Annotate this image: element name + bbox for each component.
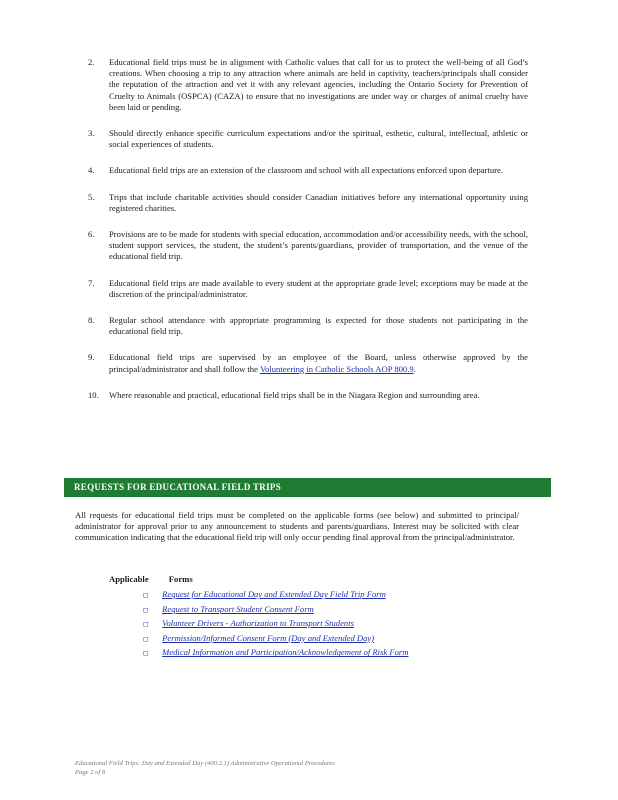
guideline-item <box>88 229 528 263</box>
bullet-icon: ◻ <box>143 591 149 599</box>
form-link[interactable]: Request to Transport Student Consent Form <box>162 603 314 614</box>
guideline-item <box>88 352 528 374</box>
forms-header <box>109 574 211 584</box>
guideline-number: 5. <box>88 191 95 202</box>
guideline-item <box>88 192 528 214</box>
bullet-icon: ◻ <box>143 649 149 658</box>
bullet-icon: ◻ <box>143 634 149 643</box>
form-item <box>143 603 408 618</box>
forms-header-applicable: Applicable <box>109 574 149 584</box>
guideline-item <box>88 390 528 401</box>
guideline-text: Regular school attendance with appropriate programming is expected for those students not participating in the educational field trip. <box>109 315 528 337</box>
form-item <box>143 632 408 647</box>
guideline-item <box>88 278 528 300</box>
guideline-item <box>88 165 528 176</box>
guideline-text: Educational field trips must be in alignment with Catholic values that call for us to protect the well-being of all God’s creations. When choosing a trip to any attraction where animals are held in captivity, teachers/principals shall consider the reputation of the attraction and vet it with any relevant agencies, including the Ontario Society for Prevention of Cruelty to Animals (OSPCA) (CAZA) to ensure that no investigations are under way or charges of animal cruelty have been laid or pending. <box>109 57 528 112</box>
form-link[interactable]: Request for Educational Day and Extended Day Field Trip Form <box>162 589 386 599</box>
guideline-text-end: . <box>413 363 416 374</box>
form-link[interactable]: Volunteer Drivers - Authorization to Transport Students <box>162 618 354 629</box>
guideline-number: 7. <box>88 277 95 288</box>
guideline-number: 3. <box>88 128 95 139</box>
guideline-number: 2. <box>88 57 95 67</box>
guideline-text: Where reasonable and practical, educational field trips shall be in the Niagara Region and surrounding area. <box>109 389 480 400</box>
guidelines-list <box>88 57 528 416</box>
guideline-number: 4. <box>88 165 95 176</box>
guideline-item <box>88 128 528 150</box>
guideline-item <box>88 57 528 113</box>
guideline-text: Trips that include charitable activities should consider Canadian initiatives before any international opportunity using registered charities. <box>109 191 528 213</box>
form-item <box>143 588 408 603</box>
section-heading-banner: REQUESTS FOR EDUCATIONAL FIELD TRIPS <box>64 478 551 497</box>
form-link[interactable]: Permission/Informed Consent Form (Day and Extended Day) <box>162 632 375 643</box>
bullet-icon: ◻ <box>143 620 149 629</box>
footer-document-title: Educational Field Trips: Day and Extended Day (400.2.1) Administrative Operational Procedures <box>75 760 335 767</box>
guideline-number: 9. <box>88 352 95 363</box>
section-intro: All requests for educational field trips must be completed on the applicable forms (see below) and submitted to principal/ administrator for approval prior to any announcement to students and parents/guardians. Interest may be solicited with clear communication indicating that the educational field trip will only occur pending final approval from the principal/administrator. <box>75 510 519 543</box>
guideline-text: Educational field trips are an extension of the classroom and school with all expectations enforced upon departure. <box>109 165 503 176</box>
form-item <box>143 646 408 661</box>
guideline-text: Provisions are to be made for students with special education, accommodation and/or accessibility needs, with the school, student support services, the student, the student’s parents/guardians, provider of transportation, and the venue of the educational field trip. <box>109 229 528 262</box>
forms-list <box>143 588 408 661</box>
guideline-text: Educational field trips are supervised by an employee of the Board, unless otherwise approved by the principal/administrator and shall follow the <box>109 352 528 374</box>
guideline-number: 8. <box>88 315 95 326</box>
page-footer <box>75 759 335 777</box>
guideline-number: 6. <box>88 229 95 240</box>
bullet-icon: ◻ <box>143 605 149 614</box>
footer-page-number: Page 2 of 8 <box>75 769 106 776</box>
volunteering-aop-link[interactable]: Volunteering in Catholic Schools AOP 800.9 <box>259 363 414 374</box>
forms-header-forms: Forms <box>168 574 193 584</box>
guideline-number: 10. <box>88 389 99 400</box>
form-link[interactable]: Medical Information and Participation/Acknowledgement of Risk Form <box>162 647 409 658</box>
guideline-text: Educational field trips are made available to every student at the appropriate grade level; exceptions may be made at the discretion of the principal/administrator. <box>109 277 528 299</box>
guideline-item <box>88 315 528 337</box>
guideline-text: Should directly enhance specific curriculum expectations and/or the spiritual, esthetic, cultural, intellectual, athletic or social experiences of students. <box>109 128 528 150</box>
form-item <box>143 617 408 632</box>
